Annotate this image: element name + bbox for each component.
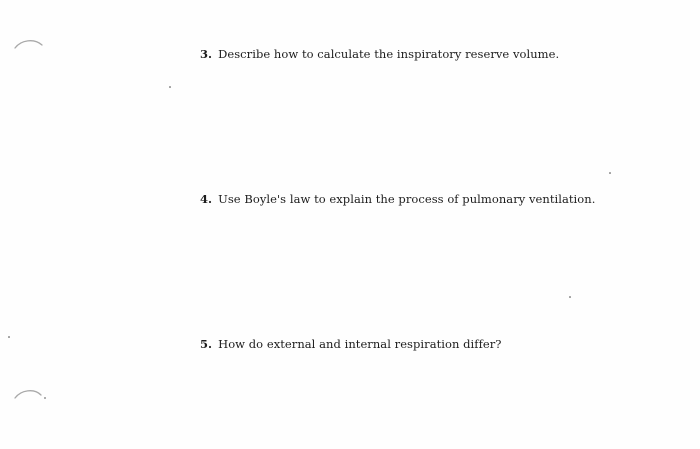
question-text: How do external and internal respiration differ? xyxy=(218,337,502,351)
question-text: Use Boyle's law to explain the process of pulmonary ventilation. xyxy=(218,192,596,206)
question-4 xyxy=(200,192,595,206)
question-number: 5. xyxy=(200,337,213,351)
binder-hole-icon xyxy=(10,34,46,70)
question-5 xyxy=(200,337,502,351)
question-number: 3. xyxy=(200,47,213,61)
paper-speck xyxy=(169,86,171,88)
question-3 xyxy=(200,47,559,61)
question-text: Describe how to calculate the inspiratory reserve volume. xyxy=(218,47,560,61)
binder-hole-icon xyxy=(10,384,46,420)
paper-speck xyxy=(609,172,611,174)
paper-speck xyxy=(569,296,571,298)
question-number: 4. xyxy=(200,192,213,206)
paper-speck xyxy=(8,336,10,338)
